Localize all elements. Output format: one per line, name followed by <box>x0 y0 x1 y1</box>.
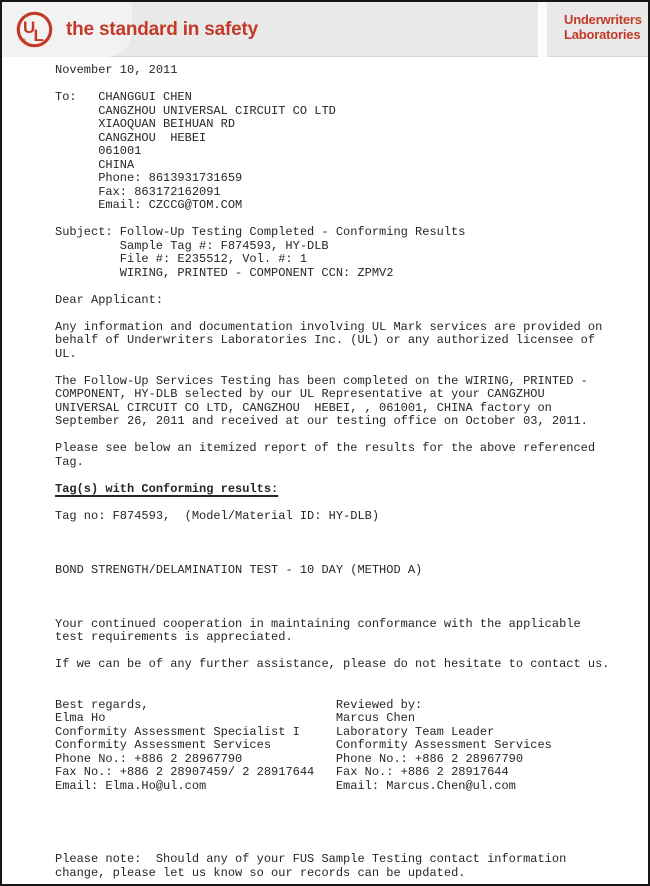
brand-tagline: the standard in safety <box>66 18 258 40</box>
signature-right-column: Reviewed by: Marcus Chen Laboratory Team Leader Conformity Assessment Services Phone No.: +886 2 28967790 Fax No.: +886 2 28917644 Email: Marcus.Chen@ul.com <box>335 697 552 793</box>
signature-left-column: Best regards, Elma Ho Conformity Assessment Specialist I Conformity Assessment Services Phone No.: +886 2 28967790 Fax No.: +886 2 28907459/ 2 28917644 Email: Elma.Ho@ul.com <box>55 697 315 793</box>
test-name-line: BOND STRENGTH/DELAMINATION TEST - 10 DAY (METHOD A) <box>55 562 423 577</box>
brand-name-line1: Underwriters <box>564 12 642 27</box>
header-divider-gap <box>538 2 547 57</box>
paragraph-itemized-report: Please see below an itemized report of the results for the above referenced Tag. <box>55 441 596 469</box>
subject-block <box>55 226 648 280</box>
subject-lines: Follow-Up Testing Completed - Conforming Results Sample Tag #: F874593, HY-DLB File #: E235512, Vol. #: 1 WIRING, PRINTED - COMPONENT CCN: ZPMV2 <box>119 225 466 280</box>
footer-note: Please note: Should any of your FUS Sample Testing contact information change, please let us know so our records can be updated. <box>55 852 567 880</box>
salutation: Dear Applicant: <box>55 292 164 307</box>
to-label: To: <box>55 90 77 104</box>
paragraph-testing-completed: The Follow-Up Services Testing has been completed on the WIRING, PRINTED - COMPONENT, HY-DLB selected by our UL Representative at your CANGZHOU UNIVERSAL CIRCUIT CO LTD, CANGZHOU HEBEI, , 061001, CHINA factory on September 26, 2011 and received at our testing office on October 03, 2011. <box>55 373 588 428</box>
letter-date: November 10, 2011 <box>55 63 178 77</box>
conforming-results-heading: Tag(s) with Conforming results: <box>55 481 279 496</box>
paragraph-ul-mark-services: Any information and documentation involving UL Mark services are provided on behalf of Underwriters Laboratories Inc. (UL) or any authorized licensee of UL. <box>55 319 603 361</box>
subject-label: Subject: <box>55 225 113 239</box>
tag-number-line: Tag no: F874593, (Model/Material ID: HY-DLB) <box>55 508 380 523</box>
logo-letter-l: L <box>33 26 44 45</box>
logo-letter-u: U <box>23 18 36 37</box>
ul-logo-icon <box>15 10 55 50</box>
recipient-block <box>55 91 648 213</box>
brand-name-line2: Laboratories <box>564 27 641 42</box>
brand-header <box>2 2 648 57</box>
paragraph-cooperation: Your continued cooperation in maintaining conformance with the applicable test requirements is appreciated. <box>55 616 581 644</box>
brand-name <box>564 12 642 42</box>
signature-block <box>55 699 648 794</box>
registered-trademark-symbol: ® <box>22 38 27 45</box>
recipient-address: CHANGGUI CHEN CANGZHOU UNIVERSAL CIRCUIT CO LTD XIAOQUAN BEIHUAN RD CANGZHOU HEBEI 061001 CHINA Phone: 8613931731659 Fax: 863172162091 Email: CZCCG@TOM.COM <box>98 90 336 212</box>
letter-body <box>2 57 648 880</box>
paragraph-further-assistance: If we can be of any further assistance, please do not hesitate to contact us. <box>55 657 610 671</box>
